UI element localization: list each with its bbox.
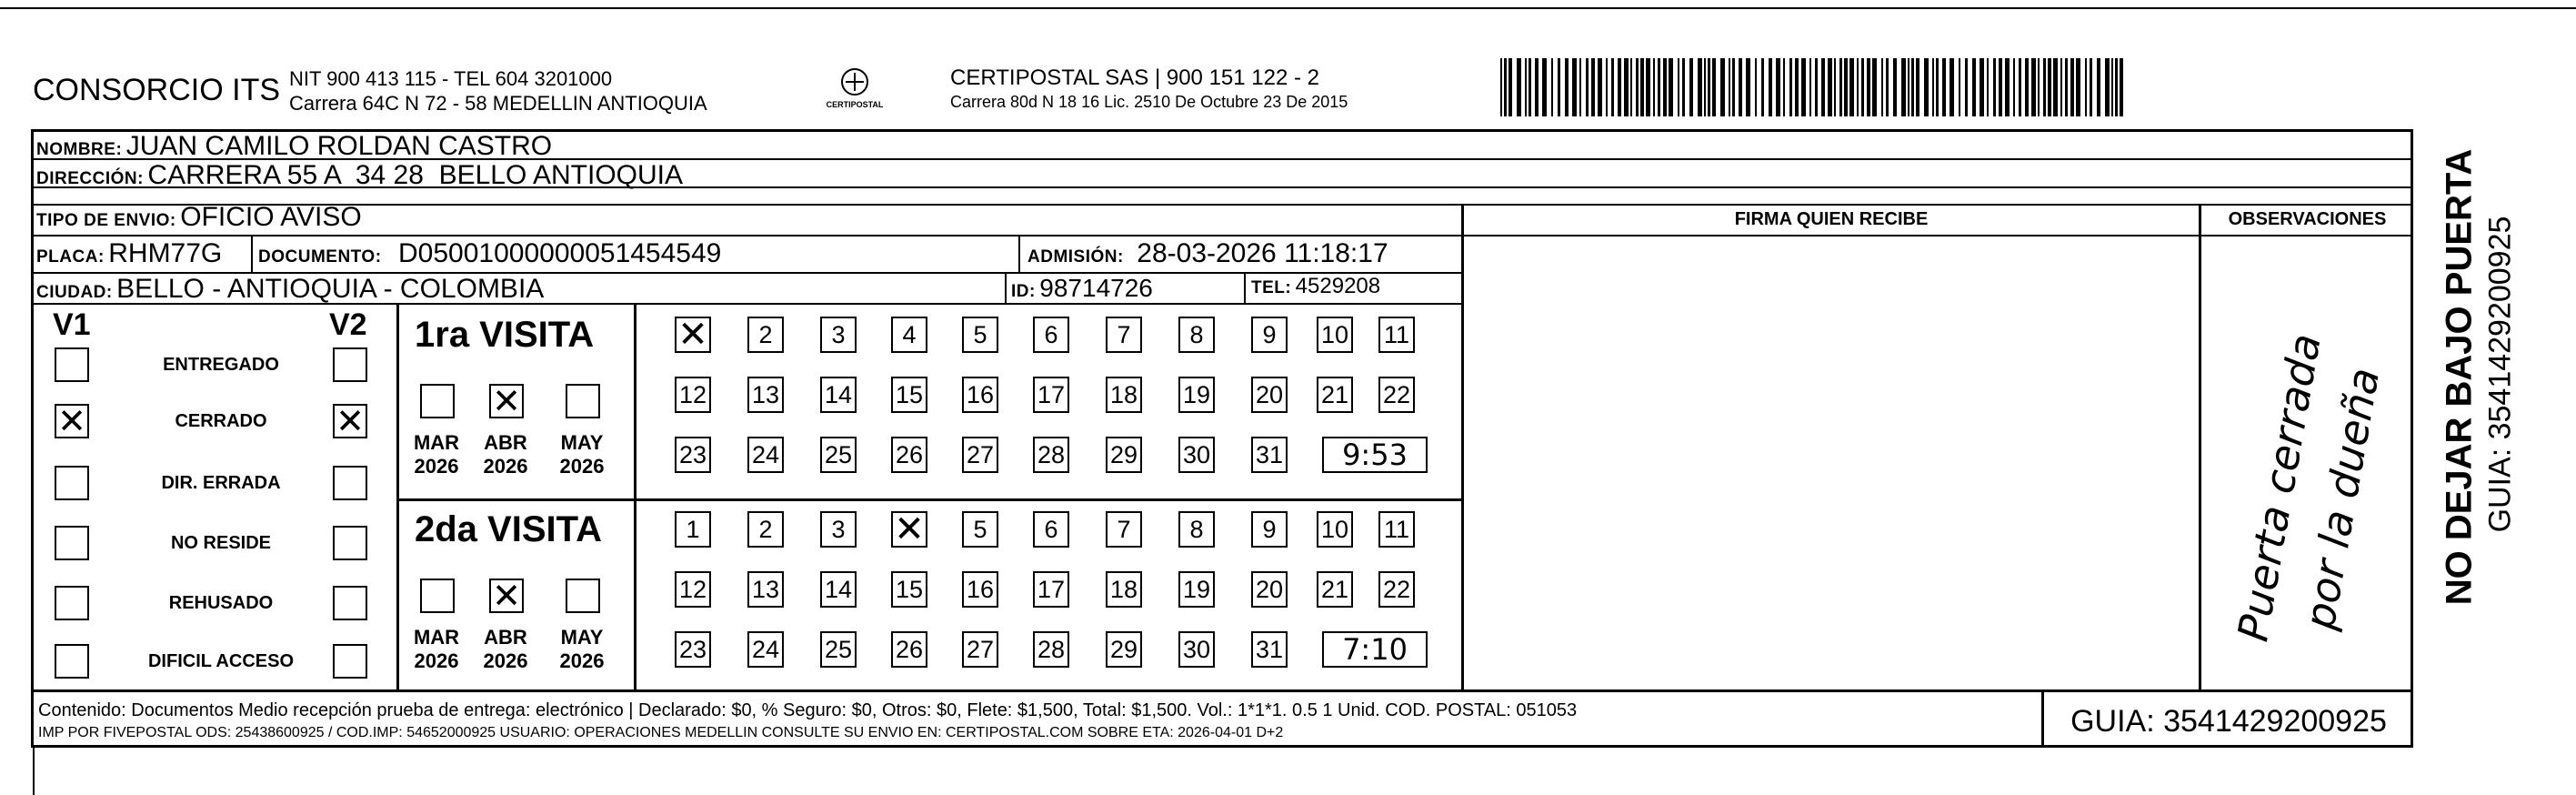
barcode-bar (2013, 58, 2015, 116)
id-value: 98714726 (1039, 274, 1153, 302)
admision-value: 28-03-2026 11:18:17 (1137, 238, 1388, 268)
barcode-bar (1732, 58, 1735, 116)
day-box[interactable]: 22 (1378, 377, 1415, 413)
rule (1018, 235, 1020, 273)
direccion-row (36, 160, 683, 191)
day-box[interactable]: 17 (1033, 377, 1069, 413)
barcode-bar (1669, 58, 1673, 116)
month-label: ABR 2026 (483, 431, 528, 478)
day-box[interactable]: 11 (1378, 317, 1415, 353)
month-label: MAY 2026 (559, 626, 605, 672)
barcode-bar (1844, 58, 1848, 116)
barcode-bar (1663, 58, 1667, 116)
barcode-bar (1689, 58, 1693, 116)
barcode-bar (1558, 58, 1560, 116)
barcode-bar (1572, 58, 1577, 116)
status-label: NO RESIDE (170, 533, 272, 553)
month-checkbox[interactable] (566, 579, 600, 613)
status-label: DIFICIL ACCESO (147, 651, 294, 671)
barcode-bar (1658, 58, 1660, 116)
barcode-bar (1839, 58, 1842, 116)
day-box[interactable]: 27 (962, 631, 998, 668)
status-label: REHUSADO (168, 593, 274, 613)
barcode-bar (1551, 58, 1553, 116)
day-box[interactable]: 19 (1178, 571, 1215, 608)
barcode-bar (1525, 58, 1527, 116)
day-box[interactable]: 11 (1378, 511, 1415, 548)
barcode-bar (1755, 58, 1757, 116)
month-checkbox[interactable]: ✕ (489, 579, 524, 613)
day-box[interactable]: 24 (747, 437, 784, 473)
day-box[interactable]: 2 (747, 317, 784, 353)
barcode-bar (2019, 58, 2021, 116)
month-label: MAY 2026 (559, 431, 605, 478)
day-box[interactable]: 1 (675, 511, 711, 548)
barcode-bar (1828, 58, 1832, 116)
barcode-bar (2115, 58, 2118, 116)
nombre-label: NOMBRE: (36, 140, 123, 159)
status-label: ENTREGADO (163, 355, 279, 375)
barcode-bar (1618, 58, 1621, 116)
day-box[interactable]: 15 (891, 571, 927, 608)
cut-mark (33, 746, 35, 795)
day-box[interactable]: 9 (1251, 511, 1288, 548)
barcode-bar (1624, 58, 1629, 116)
day-box[interactable]: 28 (1033, 631, 1069, 668)
day-box[interactable]: 12 (675, 377, 711, 413)
barcode-bar (1500, 58, 1502, 116)
barcode-bar (1881, 58, 1883, 116)
barcode-bar (1936, 58, 1939, 116)
day-box[interactable]: 14 (820, 377, 857, 413)
barcode-bar (1999, 58, 2002, 116)
admision-label: ADMISIÓN: (1027, 247, 1124, 267)
barcode-bar (1712, 58, 1716, 116)
barcode-bar (1746, 58, 1750, 116)
day-box[interactable]: ✕ (675, 317, 711, 353)
day-box[interactable]: 10 (1317, 511, 1353, 548)
barcode-bar (1678, 58, 1679, 116)
rule (396, 303, 399, 690)
side-warning: NO DEJAR BAJO PUERTA (2439, 148, 2480, 606)
month-checkbox[interactable]: ✕ (489, 384, 524, 418)
barcode-bar (1579, 58, 1581, 116)
side-guia: GUIA: 3541429200925 (2482, 216, 2518, 533)
day-box[interactable]: 26 (891, 437, 927, 473)
top-rule (0, 7, 2576, 9)
logo-text: CERTIPOSTAL (826, 100, 884, 109)
observaciones-handwriting: Puerta cerrada por la dueña (2228, 329, 2390, 645)
v2-checkbox[interactable] (333, 466, 367, 500)
day-box[interactable]: 6 (1033, 317, 1069, 353)
barcode-bar (1801, 58, 1806, 116)
barcode-bar (2005, 58, 2010, 116)
barcode-bar (1821, 58, 1825, 116)
barcode-bar (1965, 58, 1968, 116)
barcode-bar (1932, 58, 1934, 116)
nombre-value: JUAN CAMILO ROLDAN CASTRO (125, 131, 553, 161)
v2-checkbox[interactable] (333, 526, 367, 560)
barcode-bar (2105, 58, 2110, 116)
visit-title: 2da VISITA (415, 509, 602, 549)
barcode-bar (2097, 58, 2100, 116)
id-label: ID: (1011, 282, 1036, 301)
barcode-bar (1682, 58, 1685, 116)
day-box[interactable]: 30 (1178, 631, 1215, 668)
visit-title: 1ra VISITA (415, 315, 595, 355)
firma-header: FIRMA QUIEN RECIBE (1734, 209, 1929, 229)
day-box[interactable]: 19 (1178, 377, 1215, 413)
month-label: MAR 2026 (413, 431, 460, 478)
barcode-bar (1789, 58, 1792, 116)
month-label: MAR 2026 (413, 626, 460, 672)
day-box[interactable]: 25 (820, 631, 857, 668)
rule (251, 235, 253, 273)
tipo-row (36, 202, 362, 233)
day-box[interactable]: 17 (1033, 571, 1069, 608)
month-label: ABR 2026 (483, 626, 528, 672)
day-box[interactable]: 13 (747, 571, 784, 608)
month-checkbox[interactable] (566, 384, 600, 418)
placa-value: RHM77G (108, 238, 223, 268)
month-checkbox[interactable] (420, 579, 455, 613)
month-checkbox[interactable] (420, 384, 455, 418)
direccion-label: DIRECCIÓN: (36, 169, 144, 188)
barcode-bar (1636, 58, 1639, 116)
day-box[interactable]: 23 (675, 437, 711, 473)
barcode-bar (1698, 58, 1702, 116)
footer-meta: IMP POR FIVEPOSTAL ODS: 25438600925 / COD.IMP: 54652000925 USUARIO: OPERACIONES MEDELLIN CONSULTE SU ENVIO EN: CERTIPOSTAL.COM SOBRE ETA: 2026-04-01 D+2 (38, 725, 1284, 740)
day-box[interactable]: 29 (1106, 437, 1142, 473)
observaciones-header: OBSERVACIONES (2228, 209, 2387, 229)
day-box[interactable]: 15 (891, 377, 927, 413)
rule (31, 689, 2413, 692)
barcode-bar (1586, 58, 1589, 116)
day-box[interactable]: 21 (1317, 377, 1353, 413)
barcode-bar (1542, 58, 1547, 116)
barcode-bar (2025, 58, 2029, 116)
barcode-bar (1708, 58, 1710, 116)
day-box[interactable]: 22 (1378, 571, 1415, 608)
ciudad-row (36, 274, 544, 305)
nombre-row (36, 131, 552, 162)
barcode-bar (1509, 58, 1512, 116)
barcode-bar (1809, 58, 1811, 116)
v1-checkbox[interactable]: ✕ (55, 404, 89, 438)
day-box[interactable]: 3 (820, 511, 857, 548)
day-box[interactable]: 6 (1033, 511, 1069, 548)
day-box[interactable]: 8 (1178, 317, 1215, 353)
day-box[interactable]: ✕ (891, 511, 927, 548)
direccion-value: CARRERA 55 A 34 28 BELLO ANTIOQUIA (147, 160, 684, 190)
barcode-bar (2120, 58, 2123, 116)
footer-content: Contenido: Documentos Medio recepción prueba de entrega: electrónico | Declarado: $0, % Seguro: $0, Otros: $0, Flete: $1,500, Total: $1,500. Vol.: 1*1*1. 0.5 1 Unid. COD. POSTAL: 051053 (38, 700, 1578, 720)
barcode-bar (1950, 58, 1954, 116)
barcode-bar (1959, 58, 1960, 116)
day-box[interactable]: 18 (1106, 571, 1142, 608)
barcode-bar (1893, 58, 1897, 116)
barcode-bar (1834, 58, 1836, 116)
barcode-bar (1653, 58, 1655, 116)
barcode-bar (2031, 58, 2036, 116)
day-box[interactable]: 27 (962, 437, 998, 473)
day-box[interactable]: 5 (962, 317, 998, 353)
barcode-bar (1980, 58, 1984, 116)
placa-row (36, 238, 222, 269)
barcode-bar (1729, 58, 1730, 116)
day-box[interactable]: 16 (962, 571, 998, 608)
barcode-bar (1565, 58, 1569, 116)
barcode-bar (1924, 58, 1929, 116)
day-box[interactable]: 30 (1178, 437, 1215, 473)
barcode-bar (2048, 58, 2051, 116)
v1-checkbox[interactable] (55, 526, 89, 560)
tel-row (1251, 274, 1380, 299)
rule (31, 204, 2413, 206)
day-box[interactable]: 31 (1251, 631, 1288, 668)
status-label: DIR. ERRADA (161, 473, 281, 493)
v2-checkbox[interactable] (333, 586, 367, 620)
barcode-bar (1916, 58, 1919, 116)
day-box[interactable]: 3 (820, 317, 857, 353)
v2-header: V2 (329, 307, 367, 342)
day-box[interactable]: 12 (675, 571, 711, 608)
footer-guia: GUIA: 3541429200925 (2070, 704, 2387, 739)
barcode-bar (1529, 58, 1531, 116)
day-box[interactable]: 9 (1251, 317, 1288, 353)
v2-checkbox[interactable] (333, 347, 367, 382)
certipostal-logo (811, 65, 898, 113)
status-label: CERRADO (175, 411, 267, 431)
placa-label: PLACA: (36, 247, 105, 267)
v1-checkbox[interactable] (55, 586, 89, 620)
visit-time: 7:10 (1322, 631, 1428, 668)
barcode-bar (1704, 58, 1706, 116)
day-box[interactable]: 8 (1178, 511, 1215, 548)
documento-row (258, 238, 721, 269)
tipo-label: TIPO DE ENVIO: (36, 211, 176, 230)
barcode-bar (1942, 58, 1946, 116)
ciudad-label: CIUDAD: (36, 283, 113, 302)
barcode-bar (1987, 58, 1989, 116)
barcode-bar (2076, 58, 2080, 116)
v1-header: V1 (53, 307, 91, 342)
day-box[interactable]: 13 (747, 377, 784, 413)
tel-label: TEL: (1251, 278, 1292, 297)
day-box[interactable]: 5 (962, 511, 998, 548)
day-box[interactable]: 24 (747, 631, 784, 668)
day-box[interactable]: 20 (1251, 377, 1288, 413)
barcode-bar (1720, 58, 1725, 116)
barcode-bar (1517, 58, 1521, 116)
barcode-bar (1630, 58, 1632, 116)
rule (1244, 272, 1246, 304)
day-box[interactable]: 7 (1106, 511, 1142, 548)
sender-line-1: NIT 900 413 115 - TEL 604 3201000 (289, 67, 613, 90)
barcode-bar (1908, 58, 1909, 116)
barcode-bar (1783, 58, 1785, 116)
barcode-bar (1911, 58, 1914, 116)
day-box[interactable]: 26 (891, 631, 927, 668)
barcode-bar (1606, 58, 1608, 116)
barcode-bar (1901, 58, 1906, 116)
ciudad-value: BELLO - ANTIOQUIA - COLOMBIA (116, 274, 545, 304)
barcode-bar (1646, 58, 1650, 116)
rule (396, 498, 1462, 501)
day-box[interactable]: 18 (1106, 377, 1142, 413)
carrier-line-2: Carrera 80d N 18 16 Lic. 2510 De Octubre 23 De 2015 (950, 93, 1348, 111)
barcode-bar (1504, 58, 1507, 116)
documento-value: D05001000000051454549 (398, 238, 722, 268)
barcode-bar (1972, 58, 1976, 116)
v2-checkbox[interactable]: ✕ (333, 404, 367, 438)
barcode-bar (1993, 58, 1996, 116)
barcode-bar (2053, 58, 2058, 116)
barcode-bar (1849, 58, 1854, 116)
barcode-bar (1886, 58, 1889, 116)
barcode-bar (2038, 58, 2040, 116)
barcode-bar (1535, 58, 1539, 116)
observaciones-area (2201, 238, 2413, 688)
v1-checkbox[interactable] (55, 644, 89, 679)
day-box[interactable]: 4 (891, 317, 927, 353)
barcode-bar (2065, 58, 2068, 116)
visit-time: 9:53 (1322, 437, 1428, 473)
barcode-bar (1857, 58, 1859, 116)
barcode-bar (1611, 58, 1614, 116)
rule (1005, 272, 1007, 304)
barcode-bar (2090, 58, 2092, 116)
day-box[interactable]: 29 (1106, 631, 1142, 668)
carrier-line-1: CERTIPOSTAL SAS | 900 151 122 - 2 (950, 65, 1319, 90)
barcode-bar (1761, 58, 1764, 116)
documento-label: DOCUMENTO: (258, 247, 382, 267)
barcode-bar (1640, 58, 1644, 116)
day-box[interactable]: 31 (1251, 437, 1288, 473)
barcode-bar (2043, 58, 2046, 116)
day-box[interactable]: 28 (1033, 437, 1069, 473)
sender-name: CONSORCIO ITS (33, 73, 281, 107)
barcode-bar (1867, 58, 1870, 116)
signature-area[interactable] (1466, 238, 2197, 688)
day-box[interactable]: 7 (1106, 317, 1142, 353)
day-box[interactable]: 10 (1317, 317, 1353, 353)
v1-checkbox[interactable] (55, 466, 89, 500)
v2-checkbox[interactable] (333, 644, 367, 679)
barcode-bar (1769, 58, 1772, 116)
rule (1461, 204, 1464, 690)
day-box[interactable]: 14 (820, 571, 857, 608)
barcode-bar (2060, 58, 2062, 116)
barcode-bar (1861, 58, 1864, 116)
day-box[interactable]: 25 (820, 437, 857, 473)
sender-line-2: Carrera 64C N 72 - 58 MEDELLIN ANTIOQUIA (289, 92, 707, 115)
rule (31, 235, 2413, 236)
rule (634, 303, 636, 690)
day-box[interactable]: 16 (962, 377, 998, 413)
barcode-bar (1815, 58, 1818, 116)
day-box[interactable]: 20 (1251, 571, 1288, 608)
barcode-bar (2070, 58, 2074, 116)
barcode-bar (1739, 58, 1742, 116)
tipo-value: OFICIO AVISO (180, 202, 362, 232)
barcode-bar (2111, 58, 2113, 116)
side-text (2419, 129, 2518, 666)
barcode-bar (1776, 58, 1780, 116)
barcode-bar (1598, 58, 1602, 116)
v1-checkbox[interactable] (55, 347, 89, 382)
tel-value: 4529208 (1295, 274, 1381, 298)
id-row (1011, 274, 1153, 303)
day-box[interactable]: 23 (675, 631, 711, 668)
day-box[interactable]: 21 (1317, 571, 1353, 608)
day-box[interactable]: 2 (747, 511, 784, 548)
barcode-bar (1795, 58, 1799, 116)
admision-row (1027, 238, 1388, 269)
barcode-bar (2085, 58, 2087, 116)
barcode-bar (1872, 58, 1877, 116)
barcode (1500, 58, 2137, 116)
barcode-bar (1591, 58, 1595, 116)
